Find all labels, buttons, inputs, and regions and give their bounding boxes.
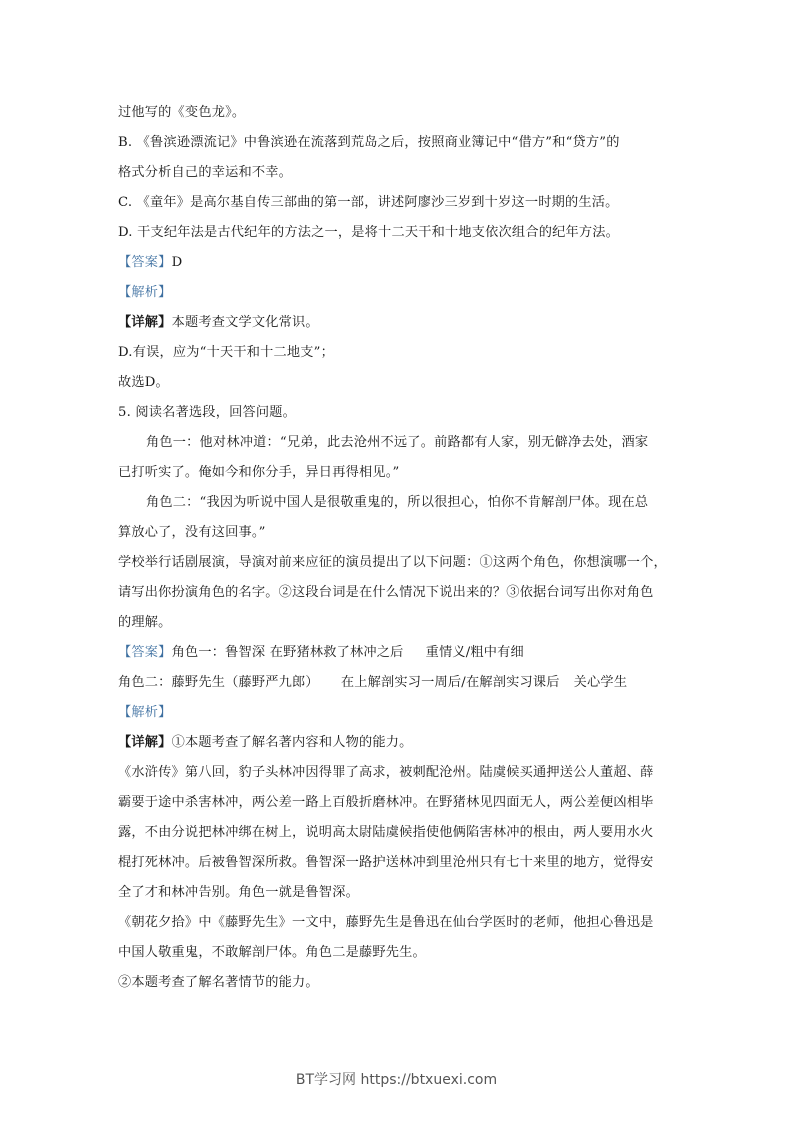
option-d: D. 干支纪年法是古代纪年的方法之一，是将十二天干和十地支依次组合的纪年方法。 (118, 225, 620, 240)
q4-analysis (118, 278, 678, 308)
q5-question-line: 学校举行话剧展演，导演对前来应征的演员提出了以下问题：①这两个角色，你想演哪一个， (118, 555, 667, 570)
q5-question-line: 请写出你扮演角色的名字。②这段台词是在什么情况下说出来的？③依据台词写出你对角色 (118, 585, 654, 600)
q4-detail (118, 308, 678, 338)
q5-answer-role2 (118, 668, 678, 698)
answer-label: 【答案】 (118, 255, 172, 270)
detail-label: 【详解】 (118, 315, 172, 330)
role2-name: 角色二：藤野先生（藤野严九郎） (118, 675, 319, 690)
explanation-line: 全了才和林冲告别。角色一就是鲁智深。 (118, 885, 359, 900)
option-b-continued: 格式分析自己的幸运和不幸。 (118, 165, 293, 180)
q5-passage-role1-continued: 已打听实了。俺如今和你分手，异日再得相见。” (118, 465, 400, 480)
role1-trait: 重情义/粗中有细 (425, 645, 524, 660)
q5-detail (118, 728, 678, 758)
document-page (118, 98, 678, 998)
q5-question-line: 的理解。 (118, 615, 172, 630)
analysis-label: 【解析】 (118, 285, 172, 300)
role2-trait: 关心学生 (573, 675, 628, 690)
q5-answer-role1 (118, 638, 678, 668)
q4-answer (118, 248, 678, 278)
explanation-line: 《朝花夕拾》中《藤野先生》一文中，藤野先生是鲁迅在仙台学医时的老师，他担心鲁迅是 (118, 915, 654, 930)
option-b: B. 《鲁滨逊漂流记》中鲁滨逊在流落到荒岛之后，按照商业簿记中“借方”和“贷方”的 (118, 135, 620, 150)
q5-passage-role2-continued: 算放心了，没有这回事。” (118, 525, 266, 540)
q5-title: 5. 阅读名著选段，回答问题。 (118, 405, 297, 420)
explanation-line: 中国人敬重鬼，不敢解剖尸体。角色二是藤野先生。 (118, 945, 426, 960)
text-line: 过他写的《变色龙》。 (118, 105, 246, 120)
explanation-line: 《水浒传》第八回，豹子头林冲因得罪了高求，被刺配沧州。陆虞候买通押送公人董超、薛 (118, 765, 654, 780)
detail-label: 【详解】 (118, 735, 172, 750)
answer-label: 【答案】 (118, 645, 172, 660)
option-c: C. 《童年》是高尔基自传三部曲的第一部，讲述阿廖沙三岁到十岁这一时期的生活。 (118, 195, 619, 210)
q5-analysis (118, 698, 678, 728)
analysis-label: 【解析】 (118, 705, 172, 720)
explanation-line: ②本题考查了解名著情节的能力。 (118, 975, 319, 990)
q4-explanation-line: D.有误，应为“十天干和十二地支”； (118, 345, 335, 360)
q5-passage-role1: 角色一：他对林冲道：“兄弟，此去沧州不远了。前路都有人家，别无僻净去处，酒家 (146, 435, 649, 450)
q5-passage-role2: 角色二：“我因为听说中国人是很敬重鬼的，所以很担心，怕你不肯解剖尸体。现在总 (146, 495, 649, 510)
explanation-line: 棍打死林冲。后被鲁智深所救。鲁智深一路护送林冲到里沧州只有七十来里的地方，觉得安 (118, 855, 654, 870)
explanation-line: 霸要于途中杀害林冲，两公差一路上百般折磨林冲。在野猪林见四面无人，两公差便凶相毕 (118, 795, 654, 810)
role2-situation: 在上解剖实习一周后/在解剖实习课后 (340, 675, 560, 690)
q4-conclusion: 故选D。 (118, 375, 169, 390)
answer-value: D (171, 255, 183, 270)
footer-watermark: BT学习网 https://btxuexi.com (295, 1072, 498, 1088)
detail-text: 本题考查文学文化常识。 (171, 315, 319, 330)
detail-text: ①本题考查了解名著内容和人物的能力。 (171, 735, 413, 750)
role1-name: 角色一：鲁智深 (171, 645, 266, 660)
role1-situation: 在野猪林救了林冲之后 (269, 645, 404, 660)
explanation-line: 露，不由分说把林冲绑在树上，说明高太尉陆虞候指使他俩陷害林冲的根由，两人要用水火 (118, 825, 654, 840)
